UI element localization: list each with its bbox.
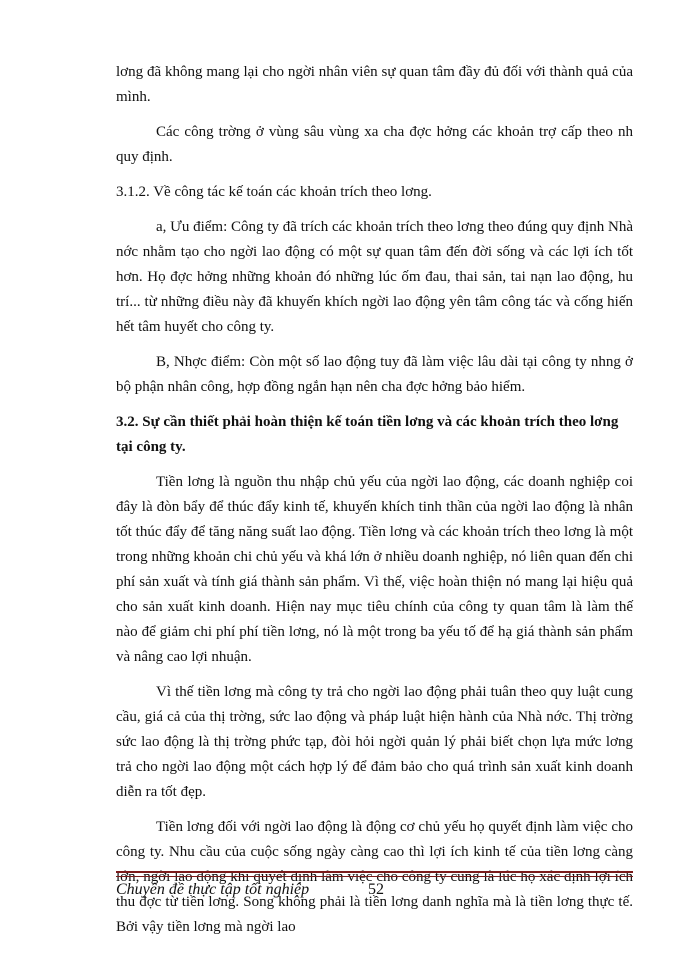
paragraph-advantages: a, Ưu điểm: Công ty đã trích các khoản trích theo lơng theo đúng quy định Nhà nớc nhằm tạo cho ngời lao động có một sự quan tâm đến đời sống và các lợi ích tốt hơn. Họ đợc hởng những khoản đó những lúc ốm đau, thai sản, tai nạn lao động, hu trí... từ những điều này đã khuyến khích ngời lao động yên tâm công tác và cống hiến hết tâm huyết cho công ty. <box>116 219 633 335</box>
footer-title: Chuyên đề thực tập tốt nghiệp <box>116 881 310 898</box>
page-number: 52 <box>368 881 384 898</box>
paragraph-motivation: Tiền lơng đối với ngời lao động là động cơ chủ yếu họ quyết định làm việc cho công ty. Nhu cầu của cuộc sống ngày càng cao thì lợi ích kinh tế của tiền lơng càng lớn, ngời lao động khi quyết định làm việc cho công ty cũng là lúc họ xác định lợi ích thu đợc từ tiền lơng. Song không phải là tiền lơng danh nghĩa mà là tiền lơng thực tế. Bởi vậy tiền lơng mà ngời lao <box>116 819 633 935</box>
page-footer <box>116 878 633 902</box>
paragraph-continuation: lơng đã không mang lại cho ngời nhân viên sự quan tâm đầy đủ đối với thành quả của mình. <box>116 64 633 105</box>
paragraph-remote-sites: Các công trờng ở vùng sâu vùng xa cha đợc hởng các khoản trợ cấp theo nh quy định. <box>116 124 633 165</box>
footer-divider <box>116 871 633 877</box>
paragraph-market-law: Vì thế tiền lơng mà công ty trả cho ngời lao động phải tuân theo quy luật cung cầu, giá cả của thị trờng, sức lao động và pháp luật hiện hành của Nhà nớc. Thị trờng sức lao động là thị trờng phức tạp, đòi hỏi ngời quản lý phải biết chọn lựa mức lơng trả cho ngời lao động một cách hợp lý để đảm bảo cho quá trình sản xuất kinh doanh diễn ra tốt đẹp. <box>116 684 633 800</box>
page-content <box>116 60 633 950</box>
section-heading-3-2: 3.2. Sự cần thiết phải hoàn thiện kế toán tiền lơng và các khoản trích theo lơng tại công ty. <box>116 414 619 455</box>
section-heading-3-1-2: 3.1.2. Về công tác kế toán các khoản trích theo lơng. <box>116 184 432 200</box>
paragraph-salary-income: Tiền lơng là nguồn thu nhập chủ yếu của ngời lao động, các doanh nghiệp coi đây là đòn bẩy để thúc đẩy kinh tế, khuyến khích tinh thần của ngời lao động là nhân tốt thúc đẩy để tăng năng suất lao động. Tiền lơng và các khoản trích theo lơng là một trong những khoản chi chủ yếu và khá lớn ở nhiều doanh nghiệp, nó liên quan đến chi phí sản xuất và tính giá thành sản phẩm. Vì thế, việc hoàn thiện nó mang lại hiệu quả cho sản xuất kinh doanh. Hiện nay mục tiêu chính của công ty quan tâm là làm thế nào để giảm chi phí phí tiền lơng, nó là một trong ba yếu tố để hạ giá thành sản phẩm và nâng cao lợi nhuận. <box>116 474 633 665</box>
paragraph-disadvantages: B, Nhợc điểm: Còn một số lao động tuy đã làm việc lâu dài tại công ty nhng ở bộ phận nhân công, hợp đồng ngắn hạn nên cha đợc hởng bảo hiểm. <box>116 354 633 395</box>
